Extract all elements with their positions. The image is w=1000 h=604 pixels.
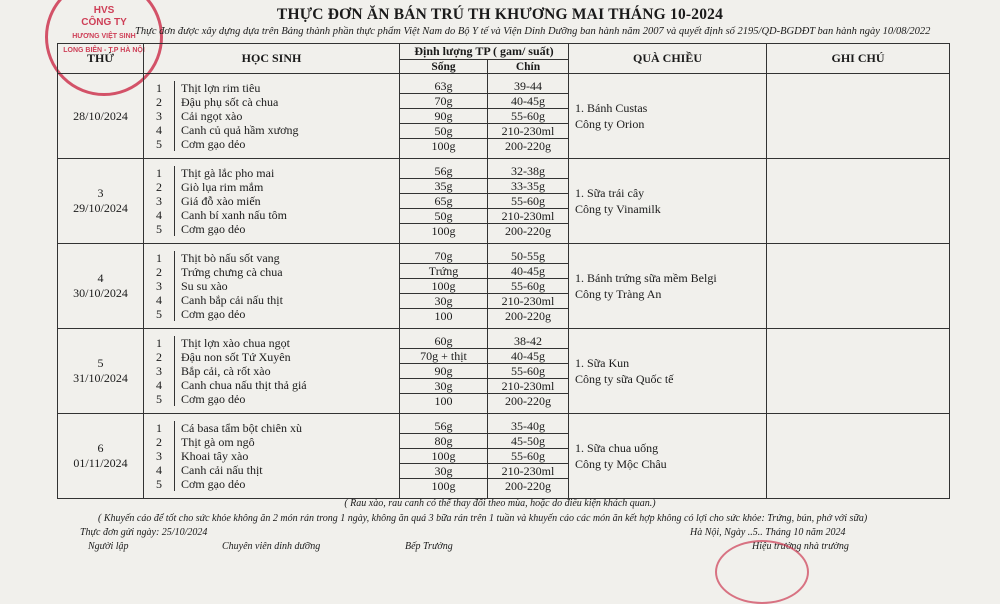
- dish-name: Thịt lợn rim tiêu: [174, 81, 260, 95]
- weekday: 3: [97, 186, 104, 200]
- raw-quantity-list: [400, 329, 488, 414]
- cooked-quantity: 40-45g: [488, 94, 568, 109]
- dish-number: 4: [156, 378, 162, 393]
- cooked-quantity-list: [488, 159, 569, 244]
- dish-name: Su su xào: [174, 279, 228, 293]
- dish-number: 1: [156, 335, 162, 350]
- raw-quantity: 30g: [400, 464, 487, 479]
- dish-item: [144, 336, 399, 350]
- dish-name: Cơm gạo dẻo: [174, 307, 245, 321]
- dish-list: [144, 414, 400, 499]
- notes-cell: [767, 329, 950, 414]
- dish-name: Cải ngọt xào: [174, 109, 242, 123]
- raw-quantity: 70g + thịt: [400, 349, 487, 364]
- day-cell: [58, 414, 144, 499]
- cooked-quantity: 200-220g: [505, 224, 551, 239]
- cooked-quantity: 55-60g: [488, 449, 568, 464]
- cooked-quantity: 210-230ml: [488, 124, 568, 139]
- header-afternoon-snack: QUÀ CHIỀU: [569, 44, 767, 74]
- date: 30/10/2024: [73, 286, 128, 300]
- snack-supplier: Công ty Mộc Châu: [575, 457, 667, 471]
- dish-number: 1: [156, 420, 162, 435]
- snack-supplier: Công ty Orion: [575, 117, 645, 131]
- notes-cell: [767, 74, 950, 159]
- dish-item: [144, 123, 399, 137]
- raw-quantity-list: [400, 244, 488, 329]
- raw-quantity: 70g: [400, 249, 487, 264]
- dish-name: Cá basa tẩm bột chiên xù: [174, 421, 302, 435]
- header-cooked: Chín: [488, 60, 569, 74]
- dish-number: 5: [156, 137, 162, 152]
- dish-name: Giá đỗ xào miến: [174, 194, 261, 208]
- cooked-quantity: 210-230ml: [488, 294, 568, 309]
- dish-number: 5: [156, 222, 162, 237]
- dish-name: Canh chua nấu thịt thả giá: [174, 378, 307, 392]
- dish-name: Khoai tây xào: [174, 449, 248, 463]
- cooked-quantity: 200-220g: [505, 394, 551, 409]
- dish-number: 3: [156, 193, 162, 208]
- raw-quantity-list: [400, 74, 488, 159]
- dish-name: Canh cải nấu thịt: [174, 463, 263, 477]
- dish-number: 1: [156, 250, 162, 265]
- afternoon-snack-cell: [569, 329, 767, 414]
- cooked-quantity: 32-38g: [488, 164, 568, 179]
- day-cell: [58, 329, 144, 414]
- dish-name: Cơm gạo dẻo: [174, 137, 245, 151]
- menu-table: [57, 43, 950, 499]
- raw-quantity: 100: [434, 309, 453, 324]
- dish-item: [144, 251, 399, 265]
- dish-item: [144, 109, 399, 123]
- raw-quantity: 90g: [400, 364, 487, 379]
- raw-quantity: 100g: [400, 279, 487, 294]
- cooked-quantity: 35-40g: [488, 419, 568, 434]
- cooked-quantity: 200-220g: [505, 309, 551, 324]
- raw-quantity: 100g: [431, 139, 456, 154]
- afternoon-snack-cell: [569, 74, 767, 159]
- cooked-quantity: 40-45g: [488, 264, 568, 279]
- dish-item: [144, 463, 399, 477]
- dish-number: 2: [156, 94, 162, 109]
- dish-number: 2: [156, 264, 162, 279]
- dish-number: 3: [156, 363, 162, 378]
- dish-item: [144, 265, 399, 279]
- dish-name: Cơm gạo dẻo: [174, 222, 245, 236]
- dish-list: [144, 74, 400, 159]
- stamp-line-3: HƯƠNG VIỆT SINH: [72, 33, 136, 40]
- date: 28/10/2024: [73, 108, 128, 123]
- dish-name: Đậu phụ sốt cà chua: [174, 95, 278, 109]
- header-raw: Sống: [400, 60, 488, 74]
- dish-item: [144, 279, 399, 293]
- snack-supplier: Công ty Vinamilk: [575, 202, 661, 216]
- signature-principal: Hiệu trưởng nhà trường: [752, 541, 849, 552]
- raw-quantity: 60g: [400, 334, 487, 349]
- dish-number: 1: [156, 80, 162, 95]
- dish-number: 4: [156, 208, 162, 223]
- dish-number: 5: [156, 392, 162, 407]
- footer-note: ( Rau xào, rau canh có thể thay đổi theo mùa, hoặc do điều kiện khách quan.): [344, 498, 656, 509]
- raw-quantity: Trứng: [400, 264, 487, 279]
- snack-name: 1. Sữa trái cây: [575, 186, 645, 200]
- dish-item: [144, 166, 399, 180]
- dish-name: Đậu non sốt Tứ Xuyên: [174, 350, 291, 364]
- day-row: [58, 159, 950, 244]
- cooked-quantity: 210-230ml: [488, 209, 568, 224]
- dish-name: Trứng chưng cà chua: [174, 265, 283, 279]
- snack-supplier: Công ty Tràng An: [575, 287, 662, 301]
- raw-quantity: 56g: [400, 419, 487, 434]
- footer-place-date: Hà Nội, Ngày ..5.. Tháng 10 năm 2024: [690, 527, 846, 538]
- dish-number: 2: [156, 179, 162, 194]
- cooked-quantity: 55-60g: [488, 279, 568, 294]
- cooked-quantity: 200-220g: [505, 479, 551, 494]
- raw-quantity: 65g: [400, 194, 487, 209]
- dish-number: 3: [156, 108, 162, 123]
- dish-name: Thịt bò nấu sốt vang: [174, 251, 280, 265]
- cooked-quantity: 55-60g: [488, 194, 568, 209]
- cooked-quantity: 45-50g: [488, 434, 568, 449]
- footer-advice: ( Khuyến cáo để tốt cho sức khỏe không ăn 2 món rán trong 1 ngày, không ăn quá 3 bữa rán trên 1 tuần và khuyến cáo các món ăn kết hợp không có lợi cho sức khỏe: Trứng, bún, phở với sữa): [98, 513, 868, 524]
- dish-number: 5: [156, 307, 162, 322]
- cooked-quantity-list: [488, 74, 569, 159]
- dish-number: 4: [156, 463, 162, 478]
- dish-item: [144, 435, 399, 449]
- dish-number: 2: [156, 349, 162, 364]
- school-stamp: [715, 540, 809, 604]
- cooked-quantity: 55-60g: [488, 109, 568, 124]
- day-cell: [58, 74, 144, 159]
- raw-quantity: 50g: [400, 209, 487, 224]
- dish-name: Canh củ quả hầm xương: [174, 123, 299, 137]
- header-day: THỨ: [58, 44, 144, 74]
- cooked-quantity: 210-230ml: [488, 379, 568, 394]
- dish-item: [144, 194, 399, 208]
- signature-nutrition: Chuyên viên dinh dưỡng: [222, 541, 321, 552]
- cooked-quantity: 38-42: [488, 334, 568, 349]
- stamp-line-1: HVS: [93, 5, 115, 16]
- dish-item: [144, 307, 399, 321]
- dish-number: 3: [156, 448, 162, 463]
- dish-item: [144, 81, 399, 95]
- dish-number: 3: [156, 278, 162, 293]
- afternoon-snack-cell: [569, 244, 767, 329]
- dish-list: [144, 244, 400, 329]
- cooked-quantity: 210-230ml: [488, 464, 568, 479]
- dish-name: Bắp cải, cà rốt xào: [174, 364, 271, 378]
- date: 31/10/2024: [73, 371, 128, 385]
- weekday: 5: [97, 356, 104, 370]
- cooked-quantity: 33-35g: [488, 179, 568, 194]
- day-cell: [58, 244, 144, 329]
- cooked-quantity-list: [488, 244, 569, 329]
- snack-name: 1. Sữa Kun: [575, 356, 630, 370]
- day-row: [58, 329, 950, 414]
- dish-item: [144, 364, 399, 378]
- dish-name: Thịt gà om ngô: [174, 435, 255, 449]
- dish-item: [144, 293, 399, 307]
- raw-quantity: 100g: [400, 449, 487, 464]
- dish-item: [144, 180, 399, 194]
- afternoon-snack-cell: [569, 159, 767, 244]
- dish-number: 2: [156, 434, 162, 449]
- header-quantity: Định lượng TP ( gam/ suất): [400, 44, 569, 60]
- raw-quantity: 80g: [400, 434, 487, 449]
- signature-preparer: Người lập: [88, 541, 129, 552]
- dish-name: Thịt gà lắc pho mai: [174, 166, 274, 180]
- dish-list: [144, 159, 400, 244]
- cooked-quantity-list: [488, 329, 569, 414]
- dish-item: [144, 208, 399, 222]
- dish-number: 1: [156, 165, 162, 180]
- day-row: [58, 414, 950, 499]
- raw-quantity: 100g: [431, 224, 456, 239]
- date: 01/11/2024: [73, 456, 128, 470]
- footer-dated: Thực đơn gửi ngày: 25/10/2024: [80, 527, 208, 538]
- snack-name: 1. Sữa chua uống: [575, 441, 659, 455]
- day-row: [58, 244, 950, 329]
- cooked-quantity: 40-45g: [488, 349, 568, 364]
- dish-item: [144, 222, 399, 236]
- dish-item: [144, 449, 399, 463]
- raw-quantity: 50g: [400, 124, 487, 139]
- dish-name: Cơm gạo dẻo: [174, 392, 245, 406]
- dish-name: Giò lụa rim mắm: [174, 180, 263, 194]
- weekday: 4: [97, 271, 104, 285]
- raw-quantity: 30g: [400, 294, 487, 309]
- date: 29/10/2024: [73, 201, 128, 215]
- day-cell: [58, 159, 144, 244]
- cooked-quantity: 39-44: [488, 79, 568, 94]
- header-students: HỌC SINH: [144, 44, 400, 74]
- signature-kitchen: Bếp Trưởng: [405, 541, 453, 552]
- cooked-quantity: 50-55g: [488, 249, 568, 264]
- raw-quantity: 70g: [400, 94, 487, 109]
- snack-name: 1. Bánh trứng sữa mềm Belgi: [575, 271, 717, 285]
- notes-cell: [767, 414, 950, 499]
- raw-quantity-list: [400, 414, 488, 499]
- raw-quantity: 100g: [431, 479, 456, 494]
- raw-quantity: 100: [434, 394, 453, 409]
- dish-item: [144, 477, 399, 491]
- dish-list: [144, 329, 400, 414]
- page-title: THỰC ĐƠN ĂN BÁN TRÚ TH KHƯƠNG MAI THÁNG 10-2024: [276, 6, 724, 23]
- header-notes: GHI CHÚ: [767, 44, 950, 74]
- raw-quantity: 56g: [400, 164, 487, 179]
- raw-quantity-list: [400, 159, 488, 244]
- snack-name: 1. Bánh Custas: [575, 101, 648, 115]
- dish-name: Canh bí xanh nấu tôm: [174, 208, 287, 222]
- dish-item: [144, 378, 399, 392]
- weekday: 6: [97, 441, 104, 455]
- stamp-line-4: LONG BIÊN - T.P HÀ NỘI: [63, 47, 145, 54]
- stamp-line-2: CÔNG TY: [81, 17, 127, 28]
- dish-number: 4: [156, 123, 162, 138]
- dish-item: [144, 392, 399, 406]
- afternoon-snack-cell: [569, 414, 767, 499]
- raw-quantity: 30g: [400, 379, 487, 394]
- raw-quantity: 63g: [400, 79, 487, 94]
- raw-quantity: 35g: [400, 179, 487, 194]
- dish-item: [144, 421, 399, 435]
- dish-name: Cơm gạo dẻo: [174, 477, 245, 491]
- day-row: [58, 74, 950, 159]
- raw-quantity: 90g: [400, 109, 487, 124]
- dish-item: [144, 137, 399, 151]
- dish-item: [144, 350, 399, 364]
- dish-number: 4: [156, 293, 162, 308]
- dish-number: 5: [156, 477, 162, 492]
- notes-cell: [767, 244, 950, 329]
- dish-item: [144, 95, 399, 109]
- intro-text: Thực đơn được xây dựng dựa trên Bảng thành phần thực phẩm Việt Nam do Bộ Y tế và Viện Dinh Dưỡng ban hành năm 2007 và quyết định số 2195/QD-BGDĐT ban hành ngày 10/08/2022: [135, 26, 931, 37]
- snack-supplier: Công ty sữa Quốc tế: [575, 372, 674, 386]
- cooked-quantity: 200-220g: [505, 139, 551, 154]
- dish-name: Canh bắp cải nấu thịt: [174, 293, 283, 307]
- cooked-quantity: 55-60g: [488, 364, 568, 379]
- cooked-quantity-list: [488, 414, 569, 499]
- notes-cell: [767, 159, 950, 244]
- dish-name: Thịt lợn xào chua ngọt: [174, 336, 290, 350]
